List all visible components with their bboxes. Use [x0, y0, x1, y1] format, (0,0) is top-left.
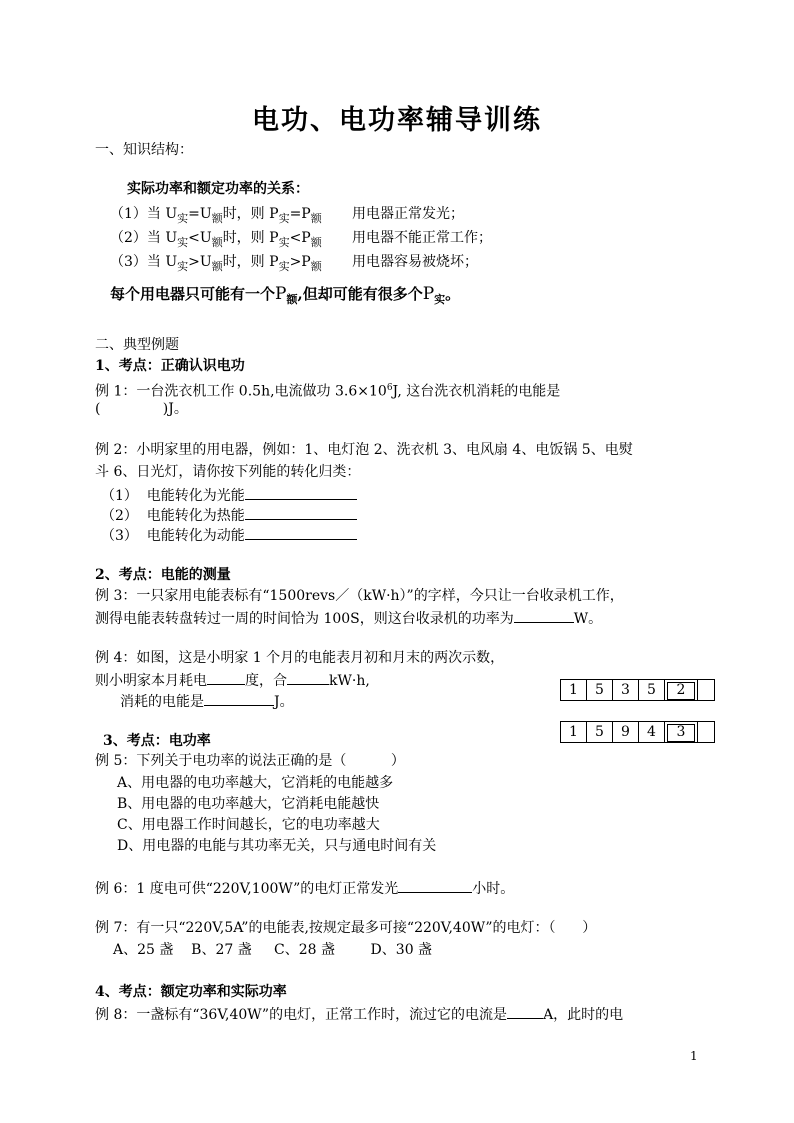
page-number: 1 — [690, 1049, 698, 1063]
meter-digit: 5 — [586, 679, 613, 701]
answer-blank[interactable] — [287, 669, 329, 685]
meter-digit: 4 — [638, 721, 665, 743]
condition-2-result: 用电器不能正常工作； — [352, 230, 492, 246]
meter-digit: 1 — [560, 679, 587, 701]
answer-blank[interactable] — [245, 504, 357, 520]
condition-3-result: 用电器容易被烧坏； — [352, 254, 478, 270]
meter-digit: 9 — [612, 721, 639, 743]
example-2-line-2: 斗 6、日光灯，请你按下列能的转化归类： — [95, 464, 361, 480]
meter-reading-end — [561, 721, 715, 743]
example-2-item-3: （3） 电能转化为动能 — [101, 524, 357, 546]
example-2-line-1: 例 2：小明家里的用电器，例如：1、电灯泡 2、洗衣机 3、电风扇 4、电饭锅 5、电熨 — [95, 442, 633, 458]
answer-blank[interactable] — [245, 484, 357, 500]
meter-digit: 5 — [586, 721, 613, 743]
topic-3: 3、考点：电功率 — [103, 733, 211, 749]
answer-blank[interactable] — [507, 1003, 543, 1019]
example-3-line-1: 例 3：一只家用电能表标有“1500revs／（kW·h）”的字样，今只让一台收录机工作， — [95, 588, 624, 604]
example-7-question: 例 7：有一只“220V,5A”的电能表,按规定最多可接“220V,40W”的电灯：（ ） — [95, 920, 597, 936]
example-6: 例 6：1 度电可供“220V,100W”的电灯正常发光 小时。 — [95, 877, 514, 899]
example-5-option-c: C、用电器工作时间越长，它的电功率越大 — [117, 817, 380, 833]
answer-blank[interactable] — [398, 877, 472, 893]
example-5-option-b: B、用电器的电功率越大，它消耗电能越快 — [117, 796, 380, 812]
example-3-line-2: 测得电能表转盘转过一周的时间恰为 100S，则这台收录机的功率为 W。 — [95, 607, 602, 629]
section-1-heading: 一、知识结构： — [95, 142, 193, 158]
example-7-options: A、25 盏 B、27 盏 C、28 盏 D、30 盏 — [113, 942, 433, 958]
meter-decimal-digit: 2 — [667, 682, 695, 700]
example-2-item-1: （1） 电能转化为光能 — [101, 484, 357, 506]
answer-blank[interactable] — [204, 690, 274, 706]
example-5-question: 例 5：下列关于电功率的说法正确的是（ ） — [95, 753, 405, 769]
topic-1: 1、考点：正确认识电功 — [95, 358, 245, 374]
meter-digit: 1 — [560, 721, 587, 743]
example-1-line-2: ( )J。 — [95, 401, 188, 417]
condition-1-result: 用电器正常发光； — [352, 206, 464, 222]
answer-blank[interactable] — [514, 607, 574, 623]
example-5-option-a: A、用电器的电功率越大，它消耗的电能越多 — [117, 775, 394, 791]
example-8: 例 8：一盏标有“36V,40W”的电灯，正常工作时，流过它的电流是 A，此时的电 — [95, 1003, 623, 1025]
answer-blank[interactable] — [207, 669, 245, 685]
condition-2: （2）当 $U_实<U_额$时，则 $P_实<P_额$ — [110, 230, 322, 249]
example-4-line-2: 则小明家本月耗电 度，合 kW·h, — [95, 669, 370, 691]
example-4-line-1: 例 4：如图，这是小明家 1 个月的电能表月初和月末的两次示数， — [95, 650, 505, 666]
example-5-option-d: D、用电器的电能与其功率无关，只与通电时间有关 — [117, 838, 437, 854]
example-4-line-3: 消耗的电能是 J。 — [120, 690, 294, 712]
condition-3: （3）当 $U_实>U_额$时，则 $P_实>P_额$ — [110, 254, 322, 273]
meter-digit: 3 — [612, 679, 639, 701]
meter-reading-start — [561, 679, 715, 701]
condition-1: （1）当 $U_实=U_额$时，则 $P_实=P_额$ — [110, 206, 322, 225]
relation-title: 实际功率和额定功率的关系： — [127, 181, 309, 197]
meter-decimal-digit: 3 — [667, 724, 695, 742]
example-2-item-2: （2） 电能转化为热能 — [101, 504, 357, 526]
page-title: 电功、电功率辅导训练 — [252, 105, 542, 136]
meter-digit: 5 — [638, 679, 665, 701]
answer-blank[interactable] — [245, 524, 357, 540]
section-2-heading: 二、典型例题 — [95, 337, 179, 353]
power-summary: 每个用电器只可能有一个$P_额$,但却可能有很多个$P_实$。 — [110, 284, 461, 306]
example-1-line-1: 例 1：一台洗衣机工作 0.5h,电流做功 $3.6\times 10^6J$, 这台洗衣机消耗的电能是 — [95, 383, 561, 400]
topic-4: 4、考点：额定功率和实际功率 — [95, 984, 287, 1000]
topic-2: 2、考点：电能的测量 — [95, 567, 231, 583]
